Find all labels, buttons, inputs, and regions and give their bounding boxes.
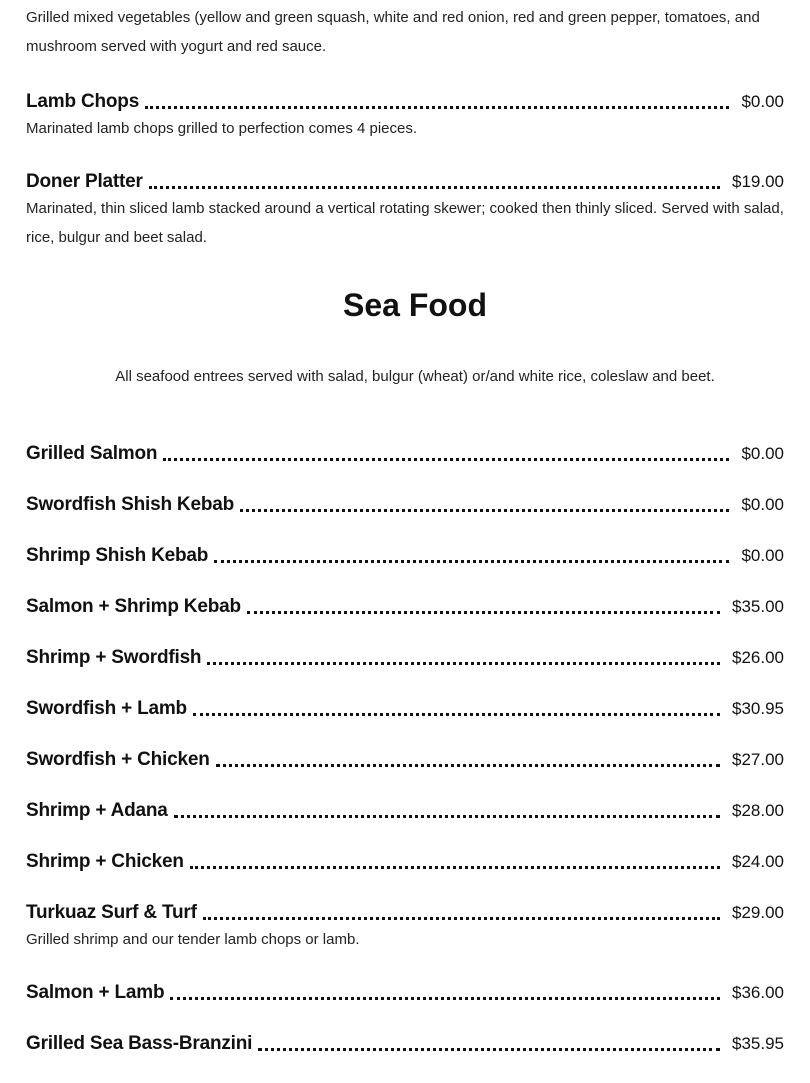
dot-leader: [240, 509, 729, 512]
item-name: Shrimp + Adana: [26, 800, 168, 821]
item-name: Grilled Sea Bass-Branzini: [26, 1033, 253, 1054]
dot-leader: [216, 764, 720, 767]
item-price: $0.00: [741, 92, 784, 111]
dot-leader: [258, 1048, 720, 1051]
item-description: Marinated, thin sliced lamb stacked around a vertical rotating skewer; cooked then thinly sliced. Served with salad, rice, bulgur and beet salad.: [26, 200, 784, 246]
dot-leader: [190, 866, 720, 869]
section-note: All seafood entrees served with salad, bulgur (wheat) or/and white rice, coleslaw and beet.: [115, 368, 715, 385]
dot-leader: [149, 186, 720, 189]
item-name: Swordfish + Lamb: [26, 698, 187, 719]
dot-leader: [163, 458, 729, 461]
item-price: $0.00: [741, 546, 784, 565]
menu-item-doner-platter: [26, 164, 784, 252]
menu-item-salmon-shrimp-kebab: [26, 589, 784, 619]
item-price: $19.00: [732, 172, 784, 191]
menu-item-shrimp-swordfish: [26, 640, 784, 670]
item-price: $36.00: [732, 983, 784, 1002]
item-description: Grilled shrimp and our tender lamb chops or lamb.: [26, 931, 360, 948]
dot-leader: [214, 560, 729, 563]
menu-item-lamb-chops: [26, 84, 784, 143]
menu-item-turkuaz-surf-turf: [26, 895, 784, 954]
item-price: $27.00: [732, 750, 784, 769]
menu-item-shrimp-shish-kebab: [26, 538, 784, 568]
item-name: Shrimp + Swordfish: [26, 647, 202, 668]
section-title: Sea Food: [342, 287, 487, 323]
item-name: Swordfish + Chicken: [26, 749, 210, 770]
menu-item-swordfish-shish-kebab: [26, 487, 784, 517]
item-description: Marinated lamb chops grilled to perfection comes 4 pieces.: [26, 120, 418, 137]
item-name: Grilled Salmon: [26, 443, 158, 464]
item-name: Turkuaz Surf & Turf: [26, 902, 197, 923]
item-name: Shrimp + Chicken: [26, 851, 184, 872]
dot-leader: [193, 713, 720, 716]
item-name: Swordfish Shish Kebab: [26, 494, 234, 515]
item-price: $35.95: [732, 1034, 784, 1053]
dot-leader: [170, 997, 720, 1000]
item-name: Lamb Chops: [26, 91, 140, 112]
item-name: Salmon + Lamb: [26, 982, 165, 1003]
item-price: $30.95: [732, 699, 784, 718]
dot-leader: [203, 917, 720, 920]
item-price: $29.00: [732, 903, 784, 922]
item-name: Shrimp Shish Kebab: [26, 545, 209, 566]
menu-item-salmon-lamb: [26, 975, 784, 1005]
item-name: Doner Platter: [26, 171, 143, 192]
dot-leader: [247, 611, 720, 614]
item-price: $24.00: [732, 852, 784, 871]
menu-item-swordfish-chicken: [26, 742, 784, 772]
item-price: $28.00: [732, 801, 784, 820]
menu-item-grilled-sea-bass-branzini: [26, 1026, 784, 1056]
item-description: Grilled mixed vegetables (yellow and green squash, white and red onion, red and green pepper, tomatoes, and mushroom served with yogurt and red sauce.: [26, 9, 760, 55]
menu-item-grilled-salmon: [26, 436, 784, 466]
item-price: $0.00: [741, 444, 784, 463]
menu-item-swordfish-lamb: [26, 691, 784, 721]
item-price: $26.00: [732, 648, 784, 667]
menu-item-shrimp-adana: [26, 793, 784, 823]
item-price: $35.00: [732, 597, 784, 616]
dot-leader: [207, 662, 720, 665]
item-price: $0.00: [741, 495, 784, 514]
dot-leader: [174, 815, 720, 818]
dot-leader: [145, 106, 729, 109]
item-name: Salmon + Shrimp Kebab: [26, 596, 241, 617]
menu-item-shrimp-chicken: [26, 844, 784, 874]
